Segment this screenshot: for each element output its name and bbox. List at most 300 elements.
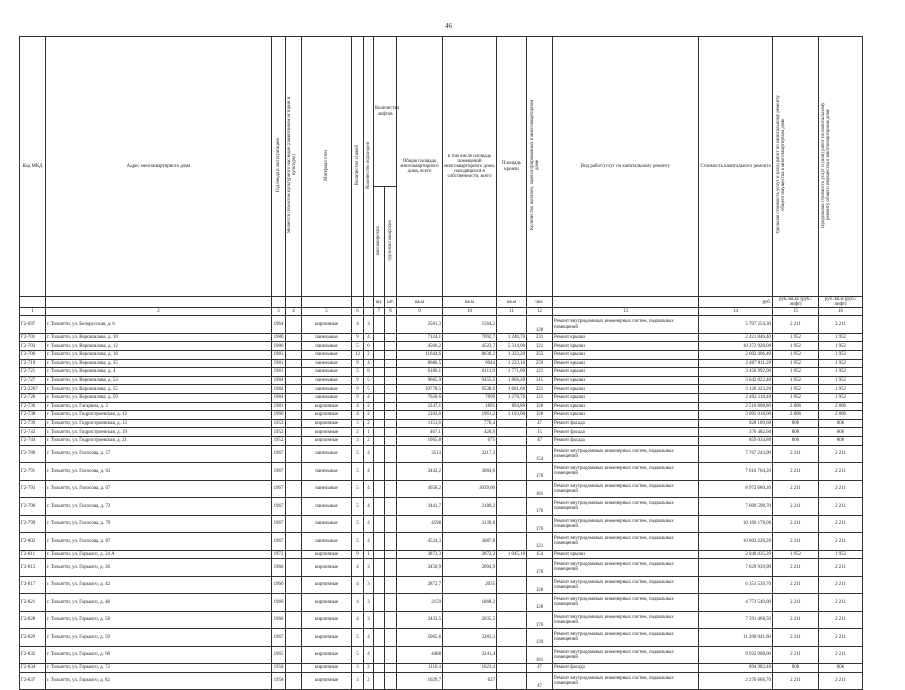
cell-year: 1958 <box>272 672 286 690</box>
cell-roof-area <box>497 480 527 498</box>
cell-lifts-passenger <box>374 480 385 498</box>
cell-year: 1966 <box>272 576 286 594</box>
cell-works: Ремонт крыши <box>553 550 699 559</box>
unit-walls <box>302 297 352 308</box>
cell-works: Ремонт крыши <box>553 411 699 420</box>
cell-lifts-cargo <box>385 402 397 411</box>
cell-residents: 321 <box>527 385 553 394</box>
cell-floors: 4 <box>352 316 364 334</box>
cell-lifts-passenger <box>374 550 385 559</box>
cell-walls: кирпичные <box>302 629 352 647</box>
cell-residents: 121 <box>527 368 553 377</box>
cell-residents: 181 <box>527 646 553 664</box>
cell-roof-area <box>497 515 527 533</box>
cell-heritage <box>286 672 302 690</box>
cell-entrances: 3 <box>364 559 374 577</box>
cell-address: г. Тольятти, ул. Гидростроевская, д. 12 <box>46 411 272 420</box>
cell-unit-cost: 806 <box>773 436 819 445</box>
cell-residents: 47 <box>527 419 553 428</box>
cell-address: г. Тольятти, ул. Горького, д. 59 <box>46 629 272 647</box>
column-number: 12 <box>527 308 553 316</box>
cell-code: Г2-813 <box>20 559 46 577</box>
column-number: 2 <box>46 308 272 316</box>
cell-floors: 3 <box>352 419 364 428</box>
cell-year: 1964 <box>272 316 286 334</box>
cell-cost: 859 034,80 <box>699 436 773 445</box>
cell-year: 1967 <box>272 463 286 481</box>
cell-code: Г2-2267 <box>20 385 46 394</box>
cell-roof-area: 1 045,10 <box>497 550 527 559</box>
cell-walls: панельные <box>302 350 352 359</box>
header-owned-area: в том числе площадь помещений многоквартирного дома, находящихся в собственности, всего <box>443 37 497 297</box>
column-number: 15 <box>773 308 819 316</box>
cell-max-cost: 2 211 <box>819 672 863 690</box>
table-row <box>20 428 863 437</box>
cell-total-area: 4524,3 <box>397 533 443 551</box>
cell-lifts-cargo <box>385 333 397 342</box>
table-row <box>20 480 863 498</box>
unit-lifts-passenger: шт. <box>374 297 385 308</box>
cell-unit-cost: 1 952 <box>773 350 819 359</box>
cell-heritage <box>286 368 302 377</box>
cell-max-cost: 2 211 <box>819 594 863 612</box>
table-row <box>20 533 863 551</box>
cell-heritage <box>286 463 302 481</box>
cell-lifts-passenger <box>374 376 385 385</box>
cell-cost: 5 707 254,30 <box>699 316 773 334</box>
cell-unit-cost: 2 211 <box>773 672 819 690</box>
cell-max-cost: 1 952 <box>819 376 863 385</box>
cell-max-cost: 1 952 <box>819 550 863 559</box>
cell-entrances: 6 <box>364 342 374 351</box>
cell-residents: 47 <box>527 436 553 445</box>
cell-address: г. Тольятти, ул. Ворошилова, д. 10 <box>46 333 272 342</box>
cell-entrances: 4 <box>364 480 374 498</box>
cell-lifts-passenger <box>374 316 385 334</box>
table-row <box>20 646 863 664</box>
cell-max-cost: 2 211 <box>819 629 863 647</box>
cell-lifts-cargo <box>385 385 397 394</box>
cell-unit-cost: 2 806 <box>773 411 819 420</box>
cell-year: 1952 <box>272 436 286 445</box>
cell-roof-area <box>497 419 527 428</box>
cell-code: Г2-829 <box>20 629 46 647</box>
cell-address: г. Тольятти, ул. Голосова, д. 87 <box>46 533 272 551</box>
unit-works <box>553 297 699 308</box>
cell-floors: 9 <box>352 385 364 394</box>
cell-owned-area: 6111,9 <box>443 368 497 377</box>
cell-unit-cost: 2 211 <box>773 515 819 533</box>
cell-floors: 4 <box>352 411 364 420</box>
cell-works: Ремонт внутридомовых инженерных систем, подвальных помещений <box>553 594 699 612</box>
cell-entrances: 3 <box>364 611 374 629</box>
cell-owned-area: 3039,06 <box>443 480 497 498</box>
cell-residents: 176 <box>527 611 553 629</box>
cell-year: 1981 <box>272 402 286 411</box>
cell-heritage <box>286 559 302 577</box>
cell-max-cost: 1 952 <box>819 368 863 377</box>
cell-lifts-cargo <box>385 664 397 673</box>
table-row <box>20 664 863 673</box>
cell-owned-area: 1023,4 <box>443 664 497 673</box>
table-row <box>20 333 863 342</box>
header-residents: Количество жителей, зарегистрированных в многоквартирном доме <box>527 37 553 297</box>
header-works: Вид работ/услуг по капитальному ремонту <box>553 37 699 297</box>
cell-code: Г2-727 <box>20 376 46 385</box>
cell-code: Г2-832 <box>20 646 46 664</box>
cell-entrances: 4 <box>364 515 374 533</box>
cell-lifts-cargo <box>385 594 397 612</box>
cell-floors: 3 <box>352 672 364 690</box>
cell-total-area: 5065,6 <box>397 629 443 647</box>
cell-heritage <box>286 480 302 498</box>
column-number: 4 <box>286 308 302 316</box>
cell-lifts-passenger <box>374 672 385 690</box>
cell-floors: 5 <box>352 646 364 664</box>
cell-owned-area: 8638,2 <box>443 350 497 359</box>
table-row <box>20 342 863 351</box>
cell-max-cost: 2 211 <box>819 463 863 481</box>
cell-floors: 3 <box>352 436 364 445</box>
cell-owned-area: 3241,4 <box>443 646 497 664</box>
cell-max-cost: 2 211 <box>819 445 863 463</box>
cell-total-area: 3442,2 <box>397 463 443 481</box>
cell-heritage <box>286 594 302 612</box>
cell-heritage <box>286 342 302 351</box>
header-lifts: Количество лифтов <box>374 37 397 187</box>
cell-max-cost: 2 211 <box>819 480 863 498</box>
cell-max-cost: 1 952 <box>819 393 863 402</box>
cell-lifts-passenger <box>374 594 385 612</box>
cell-address: г. Тольятти, ул. Ворошилова, д. 59 <box>46 393 272 402</box>
cell-max-cost: 2 211 <box>819 316 863 334</box>
header-max-cost: Предельная стоимость услуг и (или) работ по капитальному ремонту общего имущества в многоквартирном доме <box>819 37 863 297</box>
cell-floors: 5 <box>352 445 364 463</box>
cell-year: 1966 <box>272 594 286 612</box>
cell-entrances: 1 <box>364 428 374 437</box>
cell-owned-area: 9538,6 <box>443 385 497 394</box>
cell-total-area: 3513 <box>397 445 443 463</box>
cell-works: Ремонт внутридомовых инженерных систем, подвальных помещений <box>553 498 699 516</box>
cell-owned-area: 2094,9 <box>443 559 497 577</box>
cell-year: 1965 <box>272 646 286 664</box>
cell-owned-area: 2035,5 <box>443 611 497 629</box>
cell-roof-area: 1 866,20 <box>497 376 527 385</box>
cell-address: г. Тольятти, ул. Белорусская, д. 6 <box>46 316 272 334</box>
cell-year: 1984 <box>272 376 286 385</box>
cell-unit-cost: 1 952 <box>773 550 819 559</box>
cell-entrances: 2 <box>364 436 374 445</box>
cell-roof-area <box>497 594 527 612</box>
cell-total-area: 3433,5 <box>397 611 443 629</box>
cell-address: г. Тольятти, ул. Гагарина, д. 2 <box>46 402 272 411</box>
unit-entrances <box>364 297 374 308</box>
cell-year: 1980 <box>272 333 286 342</box>
cell-owned-area: 675 <box>443 436 497 445</box>
cell-max-cost: 2 211 <box>819 611 863 629</box>
cell-residents: 128 <box>527 594 553 612</box>
cell-cost: 8 972 680,20 <box>699 480 773 498</box>
cell-works: Ремонт внутридомовых инженерных систем, подвальных помещений <box>553 611 699 629</box>
cell-lifts-passenger <box>374 385 385 394</box>
cell-cost: 3 642 822,40 <box>699 376 773 385</box>
cell-entrances: 3 <box>364 576 374 594</box>
cell-cost: 894 982,40 <box>699 664 773 673</box>
cell-entrances: 4 <box>364 646 374 664</box>
cell-max-cost: 2 211 <box>819 515 863 533</box>
cell-code: Г2-802 <box>20 533 46 551</box>
cell-unit-cost: 2 211 <box>773 576 819 594</box>
table-row <box>20 359 863 368</box>
column-number: 10 <box>443 308 497 316</box>
cell-walls: кирпичные <box>302 646 352 664</box>
cell-heritage <box>286 533 302 551</box>
cell-heritage <box>286 359 302 368</box>
cell-walls: панельные <box>302 533 352 551</box>
cell-unit-cost: 806 <box>773 428 819 437</box>
cell-owned-area: 2872,2 <box>443 550 497 559</box>
cell-heritage <box>286 419 302 428</box>
cell-total-area: 1029,7 <box>397 672 443 690</box>
cell-roof-area: 1 601,60 <box>497 385 527 394</box>
cell-lifts-cargo <box>385 376 397 385</box>
cell-roof-area <box>497 576 527 594</box>
cell-address: г. Тольятти, ул. Голосова, д. 67 <box>46 480 272 498</box>
cell-lifts-passenger <box>374 463 385 481</box>
cell-lifts-passenger <box>374 498 385 516</box>
unit-floors <box>352 297 364 308</box>
cell-floors: 5 <box>352 368 364 377</box>
cell-lifts-cargo <box>385 436 397 445</box>
cell-lifts-cargo <box>385 498 397 516</box>
cell-year: 1980 <box>272 342 286 351</box>
cell-walls: панельные <box>302 463 352 481</box>
cell-cost: 11 200 041,60 <box>699 629 773 647</box>
cell-cost: 3 126 323,20 <box>699 385 773 394</box>
cell-code: Г2-799 <box>20 515 46 533</box>
cell-cost: 2 407 011,20 <box>699 359 773 368</box>
cell-address: г. Тольятти, ул. Горького, д. 48 <box>46 594 272 612</box>
cell-lifts-cargo <box>385 463 397 481</box>
cell-code: Г2-721 <box>20 368 46 377</box>
cell-works: Ремонт крыши <box>553 350 699 359</box>
cell-address: г. Тольятти, ул. Голосова, д. 57 <box>46 445 272 463</box>
cell-entrances: 1 <box>364 550 374 559</box>
table-row <box>20 629 863 647</box>
cell-code: Г2-701 <box>20 333 46 342</box>
cell-roof-area: 894,80 <box>497 402 527 411</box>
cell-cost: 376 482,60 <box>699 428 773 437</box>
cell-roof-area <box>497 646 527 664</box>
table-row <box>20 594 863 612</box>
cell-year: 1984 <box>272 385 286 394</box>
cell-residents: 121 <box>527 393 553 402</box>
cell-lifts-passenger <box>374 559 385 577</box>
cell-code: Г2-728 <box>20 393 46 402</box>
cell-year: 1953 <box>272 419 286 428</box>
table-row <box>20 368 863 377</box>
cell-code: Г2-739 <box>20 419 46 428</box>
page-number: 46 <box>445 22 452 30</box>
cell-floors: 9 <box>352 333 364 342</box>
cell-works: Ремонт внутридомовых инженерных систем, подвальных помещений <box>553 445 699 463</box>
cell-max-cost: 2 806 <box>819 402 863 411</box>
cell-works: Ремонт фасада <box>553 664 699 673</box>
cell-walls: кирпичные <box>302 576 352 594</box>
cell-unit-cost: 2 211 <box>773 594 819 612</box>
cell-owned-area: 3139,8 <box>443 515 497 533</box>
cell-entrances: 4 <box>364 359 374 368</box>
cell-works: Ремонт фасада <box>553 428 699 437</box>
cell-code: Г2-811 <box>20 550 46 559</box>
cell-entrances: 4 <box>364 463 374 481</box>
cell-address: г. Тольятти, ул. Голосова, д. 63 <box>46 463 272 481</box>
cell-year: 1972 <box>272 550 286 559</box>
cell-heritage <box>286 550 302 559</box>
cell-unit-cost: 2 211 <box>773 445 819 463</box>
cell-owned-area: 776,4 <box>443 419 497 428</box>
cell-total-area: 1065,8 <box>397 436 443 445</box>
cell-total-area: 4598 <box>397 515 443 533</box>
cell-roof-area: 1 233,10 <box>497 359 527 368</box>
header-entrances: Количество подъездов <box>364 37 374 297</box>
cell-walls: кирпичные <box>302 419 352 428</box>
cell-residents: 176 <box>527 559 553 577</box>
cell-year: 1966 <box>272 611 286 629</box>
cell-address: г. Тольятти, ул. Ворошилова, д. 55 <box>46 385 272 394</box>
cell-roof-area <box>497 672 527 690</box>
cell-lifts-cargo <box>385 428 397 437</box>
table-row <box>20 316 863 334</box>
cell-lifts-passenger <box>374 333 385 342</box>
cell-walls: панельные <box>302 359 352 368</box>
cell-residents: 47 <box>527 672 553 690</box>
cell-unit-cost: 2 211 <box>773 316 819 334</box>
cell-cost: 9 922 968,00 <box>699 646 773 664</box>
cell-cost: 2 421 846,40 <box>699 333 773 342</box>
cell-entrances: 8 <box>364 368 374 377</box>
cell-lifts-cargo <box>385 559 397 577</box>
cell-cost: 2 276 666,70 <box>699 672 773 690</box>
cell-roof-area <box>497 533 527 551</box>
cell-cost: 3 456 992,00 <box>699 368 773 377</box>
cell-residents: 139 <box>527 629 553 647</box>
cell-lifts-passenger <box>374 350 385 359</box>
cell-year: 1967 <box>272 515 286 533</box>
cell-owned-area: 1895 <box>443 402 497 411</box>
cell-max-cost: 2 211 <box>819 498 863 516</box>
cell-total-area: 4566,2 <box>397 342 443 351</box>
column-number: 7 <box>374 308 385 316</box>
cell-address: г. Тольятти, ул. Ворошилова, д. 4 <box>46 368 272 377</box>
cell-cost: 10 372 928,00 <box>699 342 773 351</box>
cell-total-area: 2247,1 <box>397 402 443 411</box>
cell-works: Ремонт внутридомовых инженерных систем, подвальных помещений <box>553 629 699 647</box>
cell-floors: 4 <box>352 402 364 411</box>
cell-address: г. Тольятти, ул. Голосова, д. 73 <box>46 498 272 516</box>
unit-code <box>20 297 46 308</box>
cell-total-area: 3873,3 <box>397 550 443 559</box>
cell-entrances: 4 <box>364 393 374 402</box>
cell-walls: панельные <box>302 498 352 516</box>
cell-unit-cost: 1 952 <box>773 376 819 385</box>
cell-code: Г2-697 <box>20 316 46 334</box>
cell-cost: 928 189,60 <box>699 419 773 428</box>
cell-roof-area: 1 771,00 <box>497 368 527 377</box>
cell-entrances: 5 <box>364 385 374 394</box>
table-row <box>20 498 863 516</box>
cell-max-cost: 2 806 <box>819 411 863 420</box>
cell-total-area: 7620,6 <box>397 393 443 402</box>
cell-works: Ремонт внутридомовых инженерных систем, подвальных помещений <box>553 576 699 594</box>
cell-total-area: 3450,9 <box>397 559 443 577</box>
cell-cost: 10 003 226,20 <box>699 533 773 551</box>
cell-unit-cost: 2 211 <box>773 480 819 498</box>
cell-residents: 154 <box>527 550 553 559</box>
cell-code: Г2-793 <box>20 480 46 498</box>
cell-unit-cost: 1 952 <box>773 368 819 377</box>
cell-walls: кирпичные <box>302 411 352 420</box>
cell-owned-area: 6944 <box>443 359 497 368</box>
cell-total-area: 11644,6 <box>397 350 443 359</box>
cell-cost: 7 767 243,00 <box>699 445 773 463</box>
cell-lifts-cargo <box>385 445 397 463</box>
cell-address: г. Тольятти, ул. Горького, д. 68 <box>46 646 272 664</box>
cell-total-area: 10778,5 <box>397 385 443 394</box>
unit-max-cost: руб./кв.м (руб./лифт) <box>819 297 863 308</box>
column-number: 11 <box>497 308 527 316</box>
cell-unit-cost: 1 952 <box>773 385 819 394</box>
cell-address: г. Тольятти, ул. Горького, д. 36 <box>46 559 272 577</box>
cell-heritage <box>286 515 302 533</box>
cell-owned-area: 7092,7 <box>443 333 497 342</box>
cell-walls: панельные <box>302 333 352 342</box>
cell-entrances: 3 <box>364 316 374 334</box>
column-number: 1 <box>20 308 46 316</box>
cell-walls: кирпичные <box>302 611 352 629</box>
cell-entrances: 4 <box>364 445 374 463</box>
cell-roof-area <box>497 629 527 647</box>
cell-cost: 10 166 178,00 <box>699 515 773 533</box>
cell-works: Ремонт внутридомовых инженерных систем, подвальных помещений <box>553 463 699 481</box>
cell-heritage <box>286 350 302 359</box>
cell-lifts-passenger <box>374 611 385 629</box>
cell-heritage <box>286 646 302 664</box>
cell-unit-cost: 1 952 <box>773 342 819 351</box>
cell-walls: кирпичные <box>302 664 352 673</box>
cell-code: Г2-834 <box>20 664 46 673</box>
table-row <box>20 402 863 411</box>
cell-works: Ремонт внутридомовых инженерных систем, подвальных помещений <box>553 533 699 551</box>
cell-residents: 121 <box>527 342 553 351</box>
cell-address: г. Тольятти, ул. Голосова, д. 79 <box>46 515 272 533</box>
cell-walls: кирпичные <box>302 316 352 334</box>
cell-unit-cost: 2 211 <box>773 498 819 516</box>
cell-lifts-cargo <box>385 480 397 498</box>
cell-works: Ремонт внутридомовых инженерных систем, подвальных помещений <box>553 559 699 577</box>
cell-walls: панельные <box>302 480 352 498</box>
cell-unit-cost: 2 211 <box>773 629 819 647</box>
cell-floors: 5 <box>352 342 364 351</box>
header-walls: Материал стен <box>302 37 352 297</box>
cell-floors: 12 <box>352 350 364 359</box>
cell-code: Г2-736 <box>20 402 46 411</box>
table-row <box>20 376 863 385</box>
column-number: 3 <box>272 308 286 316</box>
cell-lifts-passenger <box>374 533 385 551</box>
table-row <box>20 350 863 359</box>
unit-total-area: кв.м <box>397 297 443 308</box>
